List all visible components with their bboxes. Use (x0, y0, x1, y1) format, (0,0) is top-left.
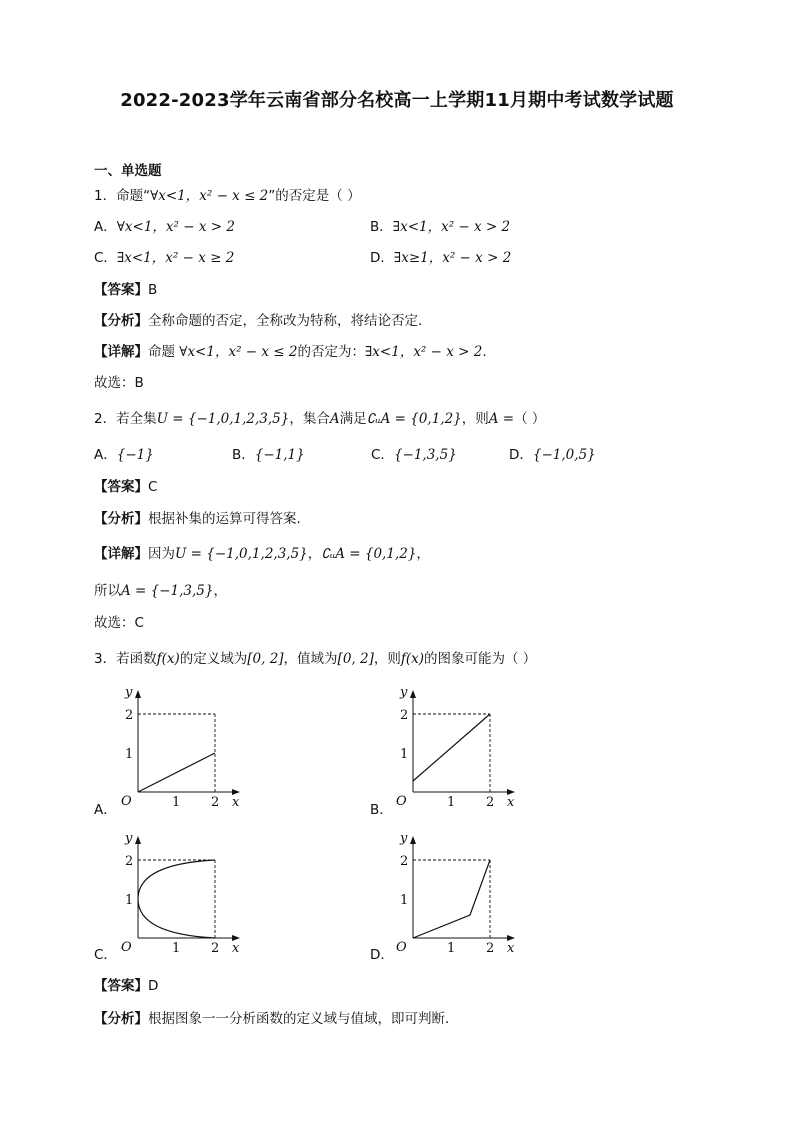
graph-b (393, 684, 523, 810)
q2-option-d (509, 446, 596, 464)
y-axis-label: y (400, 831, 408, 846)
detail-text: ， (416, 546, 430, 562)
option-text: {−1,1} (254, 447, 305, 463)
q2-stem (94, 410, 545, 428)
detail-math: U = {−1,0,1,2,3,5} (175, 546, 308, 562)
q1-answer (94, 281, 157, 299)
q1-option-b (370, 218, 510, 236)
analysis-text: 全称命题的否定，全称改为特称，将结论否定. (148, 313, 423, 329)
stem-math: A (329, 411, 340, 427)
detail-math: ∀x<1，x² − x ≤ 2 (179, 344, 298, 360)
option-letter: C． (371, 447, 394, 463)
answer-tag: 【答案】 (94, 479, 148, 495)
stem-text: 的定义域为 (179, 651, 248, 667)
q1-stem-math: ∀x<1，x² − x ≤ 2 (150, 188, 269, 204)
q2-detail (94, 545, 430, 563)
y-tick-1: 1 (400, 747, 409, 762)
axes (135, 836, 240, 941)
stem-text: ，集合 (289, 411, 330, 427)
origin-label: O (396, 940, 407, 955)
q1-option-d (370, 249, 511, 267)
detail-text: . (482, 344, 487, 360)
option-letter: C． (94, 250, 117, 266)
stem-text: 的图象可能为（ ） (424, 651, 537, 667)
q3-option-b-label: B． (370, 802, 393, 818)
graph-a (118, 684, 248, 810)
analysis-tag: 【分析】 (94, 1011, 148, 1027)
origin-label: O (121, 794, 132, 809)
x-tick-2: 2 (211, 795, 220, 810)
x-tick-2: 2 (486, 941, 495, 956)
stem-math: [0, 2] (337, 651, 374, 667)
y-tick-2: 2 (125, 708, 134, 723)
q2-choose: 故选：C (94, 615, 144, 631)
option-text: {−1} (116, 447, 154, 463)
x-tick-2: 2 (486, 795, 495, 810)
y-axis-label: y (400, 685, 408, 700)
so-text: ， (213, 583, 227, 599)
x-tick-2: 2 (211, 941, 220, 956)
q2-option-a (94, 446, 154, 464)
stem-math: [0, 2] (247, 651, 284, 667)
detail-text: ， (307, 546, 322, 562)
function-curve (138, 860, 215, 938)
stem-math: f(x) (156, 651, 180, 667)
option-letter: B． (232, 447, 255, 463)
y-tick-1: 1 (125, 747, 134, 762)
stem-math: A = (488, 411, 515, 427)
answer-value: C (148, 479, 158, 495)
detail-text: 的否定为： (297, 344, 365, 360)
option-text: ∃x<1，x² − x ≥ 2 (116, 250, 235, 266)
q3-option-c-label: C． (94, 947, 117, 963)
detail-text: 命题 (148, 344, 180, 360)
x-tick-1: 1 (172, 795, 181, 810)
so-text: 所以 (94, 583, 121, 599)
function-curve (413, 860, 490, 938)
y-axis-label: y (125, 831, 133, 846)
stem-text: 满足 (339, 411, 367, 427)
option-letter: A． (94, 447, 117, 463)
answer-tag: 【答案】 (94, 282, 148, 298)
so-math: A = {−1,3,5} (121, 583, 214, 599)
y-tick-2: 2 (125, 854, 134, 869)
option-letter: D． (509, 447, 533, 463)
detail-math: ∃x<1，x² − x > 2 (364, 344, 483, 360)
stem-text: 3．若函数 (94, 651, 157, 667)
q1-choose: 故选：B (94, 375, 144, 391)
stem-text: 2．若全集 (94, 411, 157, 427)
analysis-tag: 【分析】 (94, 511, 148, 527)
q3-answer (94, 977, 158, 995)
stem-text: （ ） (514, 411, 546, 427)
option-text: ∀x<1，x² − x > 2 (116, 219, 235, 235)
page-title: 2022-2023学年云南省部分名校高一上学期11月期中考试数学试题 (120, 90, 674, 111)
option-text: {−1,3,5} (393, 447, 457, 463)
q1-option-a (94, 218, 235, 236)
q1-stem-pre: 1．命题“ (94, 188, 151, 204)
y-tick-2: 2 (400, 708, 409, 723)
option-letter: A． (94, 219, 117, 235)
stem-text: ，则 (373, 651, 401, 667)
stem-math: U = {−1,0,1,2,3,5} (156, 411, 290, 427)
q2-answer (94, 478, 157, 496)
axes (410, 690, 515, 795)
graph-d (393, 830, 523, 956)
x-axis-label: x (507, 941, 515, 956)
x-tick-1: 1 (447, 795, 456, 810)
q2-so (94, 582, 227, 600)
detail-text: 因为 (148, 546, 175, 562)
answer-value: B (148, 282, 158, 298)
x-axis-label: x (232, 795, 240, 810)
x-axis-label: x (507, 795, 515, 810)
q3-option-a-label: A． (94, 802, 117, 818)
q3-stem (94, 650, 536, 668)
origin-label: O (121, 940, 132, 955)
y-tick-1: 1 (125, 893, 134, 908)
detail-tag: 【详解】 (94, 546, 148, 562)
y-axis-label: y (125, 685, 133, 700)
x-tick-1: 1 (172, 941, 181, 956)
option-text: ∃x≥1，x² − x > 2 (393, 250, 512, 266)
origin-label: O (396, 794, 407, 809)
answer-tag: 【答案】 (94, 978, 148, 994)
option-letter: D． (370, 250, 394, 266)
detail-tag: 【详解】 (94, 344, 148, 360)
analysis-tag: 【分析】 (94, 313, 148, 329)
stem-text: ，则 (461, 411, 489, 427)
x-axis-label: x (232, 941, 240, 956)
q1-stem (94, 187, 361, 205)
q3-option-d-label: D． (370, 947, 394, 963)
function-curve (138, 753, 215, 792)
stem-math: ∁ᵤA = {0,1,2} (366, 411, 462, 427)
section-heading: 一、单选题 (94, 163, 162, 179)
y-tick-1: 1 (400, 893, 409, 908)
graph-c (118, 830, 248, 956)
option-letter: B． (370, 219, 393, 235)
function-curve (413, 714, 490, 781)
q2-option-b (232, 446, 305, 464)
analysis-text: 根据图象一一分析函数的定义域与值域，即可判断. (148, 1011, 450, 1027)
stem-text: ，值域为 (283, 651, 338, 667)
q2-option-c (371, 446, 457, 464)
q1-detail (94, 343, 487, 361)
detail-math: ∁ᵤA = {0,1,2} (321, 546, 417, 562)
x-tick-1: 1 (447, 941, 456, 956)
q1-stem-post: ”的否定是（ ） (268, 188, 361, 204)
axes (135, 690, 240, 795)
q1-option-c (94, 249, 234, 267)
y-tick-2: 2 (400, 854, 409, 869)
q3-analysis (94, 1010, 449, 1028)
answer-value: D (148, 978, 159, 994)
q2-analysis (94, 510, 301, 528)
analysis-text: 根据补集的运算可得答案. (148, 511, 301, 527)
axes (410, 836, 515, 941)
option-text: ∃x<1，x² − x > 2 (392, 219, 511, 235)
q1-analysis (94, 312, 422, 330)
option-text: {−1,0,5} (532, 447, 596, 463)
stem-math: f(x) (400, 651, 424, 667)
